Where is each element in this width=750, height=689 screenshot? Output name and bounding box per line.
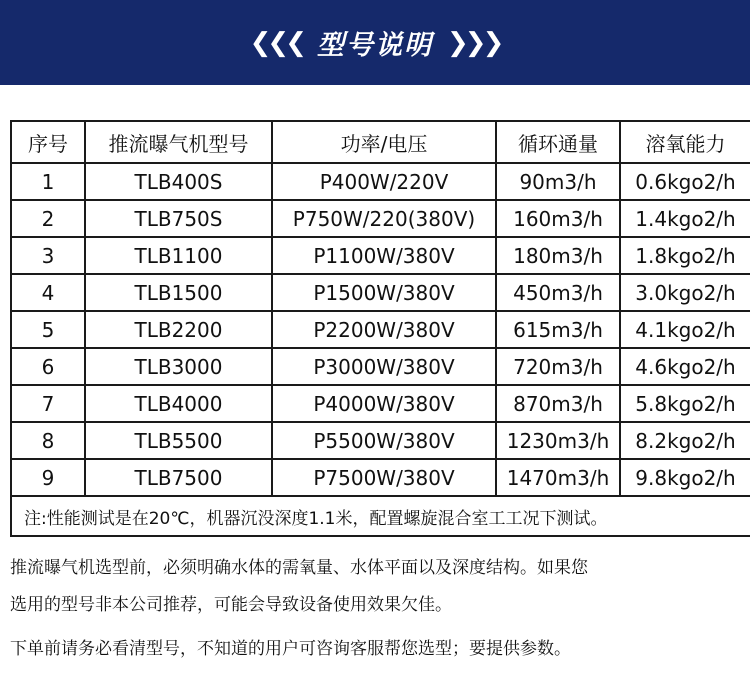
cell-index: 2 <box>11 200 85 237</box>
table-header-row <box>11 121 750 163</box>
table-row <box>11 274 750 311</box>
cell-flow: 720m3/h <box>496 348 620 385</box>
cell-model: TLB5500 <box>85 422 272 459</box>
cell-model: TLB7500 <box>85 459 272 496</box>
cell-power-voltage: P5500W/380V <box>272 422 496 459</box>
cell-oxygen-capacity: 8.2kgo2/h <box>620 422 750 459</box>
banner-title: 型号说明 <box>317 30 433 61</box>
cell-power-voltage: P2200W/380V <box>272 311 496 348</box>
cell-model: TLB2200 <box>85 311 272 348</box>
cell-flow: 615m3/h <box>496 311 620 348</box>
cell-index: 7 <box>11 385 85 422</box>
table-row <box>11 237 750 274</box>
table-note: 注:性能测试是在20℃，机器沉没深度1.1米，配置螺旋混合室工工况下测试。 <box>11 496 750 536</box>
cell-flow: 1230m3/h <box>496 422 620 459</box>
cell-oxygen-capacity: 0.6kgo2/h <box>620 163 750 200</box>
cell-flow: 90m3/h <box>496 163 620 200</box>
cell-oxygen-capacity: 1.8kgo2/h <box>620 237 750 274</box>
cell-index: 8 <box>11 422 85 459</box>
cell-flow: 160m3/h <box>496 200 620 237</box>
cell-flow: 870m3/h <box>496 385 620 422</box>
banner-inner <box>250 23 501 62</box>
cell-flow: 450m3/h <box>496 274 620 311</box>
table-row <box>11 163 750 200</box>
cell-model: TLB400S <box>85 163 272 200</box>
cell-index: 6 <box>11 348 85 385</box>
cell-power-voltage: P4000W/380V <box>272 385 496 422</box>
cell-power-voltage: P1100W/380V <box>272 237 496 274</box>
cell-index: 4 <box>11 274 85 311</box>
cell-power-voltage: P3000W/380V <box>272 348 496 385</box>
model-spec-table <box>10 120 750 537</box>
cell-power-voltage: P400W/220V <box>272 163 496 200</box>
header-index: 序号 <box>11 121 85 163</box>
title-banner <box>0 0 750 85</box>
cell-model: TLB750S <box>85 200 272 237</box>
cell-flow: 1470m3/h <box>496 459 620 496</box>
table-row <box>11 311 750 348</box>
cell-model: TLB1100 <box>85 237 272 274</box>
left-chevrons-icon: ❮❮❮ <box>249 27 303 58</box>
cell-flow: 180m3/h <box>496 237 620 274</box>
order-reminder: 下单前请务必看清型号，不知道的用户可咨询客服帮您选型；要提供参数。 <box>10 639 571 659</box>
selection-note-line-1: 推流曝气机选型前，必须明确水体的需氧量、水体平面以及深度结构。如果您 <box>10 558 588 578</box>
cell-oxygen-capacity: 4.6kgo2/h <box>620 348 750 385</box>
cell-model: TLB1500 <box>85 274 272 311</box>
cell-power-voltage: P1500W/380V <box>272 274 496 311</box>
table-row <box>11 459 750 496</box>
cell-index: 9 <box>11 459 85 496</box>
cell-oxygen-capacity: 9.8kgo2/h <box>620 459 750 496</box>
cell-power-voltage: P7500W/380V <box>272 459 496 496</box>
table-note-row <box>11 496 750 536</box>
cell-oxygen-capacity: 4.1kgo2/h <box>620 311 750 348</box>
cell-oxygen-capacity: 1.4kgo2/h <box>620 200 750 237</box>
table-row <box>11 348 750 385</box>
header-power-voltage: 功率/电压 <box>272 121 496 163</box>
cell-index: 1 <box>11 163 85 200</box>
header-flow: 循环通量 <box>496 121 620 163</box>
table-row <box>11 200 750 237</box>
cell-model: TLB3000 <box>85 348 272 385</box>
header-model: 推流曝气机型号 <box>85 121 272 163</box>
cell-oxygen-capacity: 3.0kgo2/h <box>620 274 750 311</box>
table-row <box>11 385 750 422</box>
selection-note-line-2: 选用的型号非本公司推荐，可能会导致设备使用效果欠佳。 <box>10 595 452 615</box>
right-chevrons-icon: ❯❯❯ <box>447 27 501 58</box>
cell-oxygen-capacity: 5.8kgo2/h <box>620 385 750 422</box>
header-oxygen-capacity: 溶氧能力 <box>620 121 750 163</box>
cell-model: TLB4000 <box>85 385 272 422</box>
cell-power-voltage: P750W/220(380V) <box>272 200 496 237</box>
table-row <box>11 422 750 459</box>
cell-index: 3 <box>11 237 85 274</box>
cell-index: 5 <box>11 311 85 348</box>
